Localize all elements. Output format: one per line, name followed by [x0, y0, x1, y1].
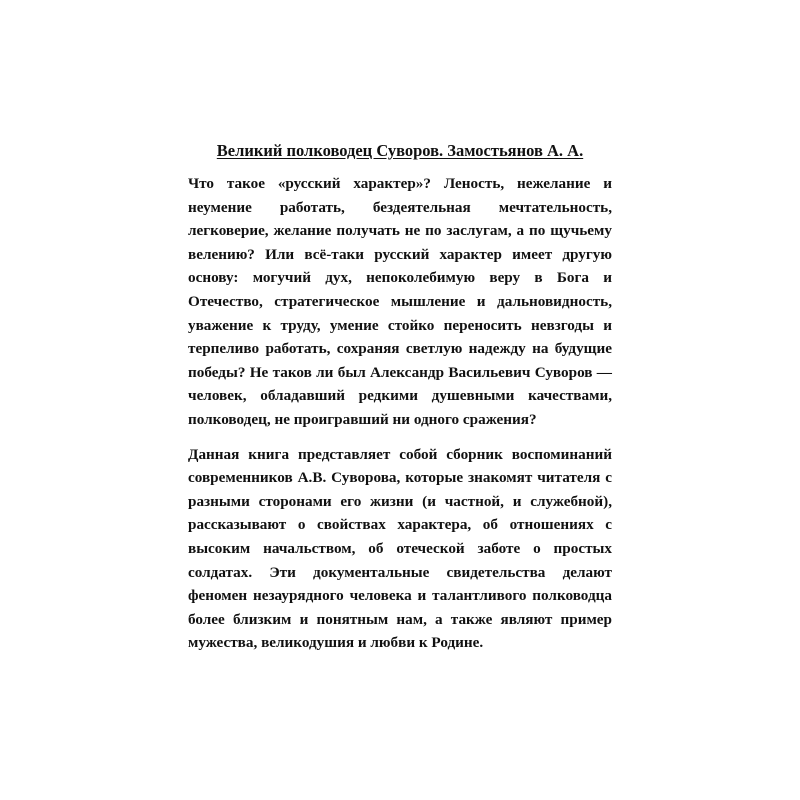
- paragraph-2: Данная книга представляет собой сборник воспоминаний современников А.В. Суворова, которые знакомят читателя с разными сторонами его жизни (и частной, и служебной), рассказывают о свойствах характера, об отношениях с высоким начальством, об отеческой заботе о простых солдатах. Эти документальные свидетельства делают феномен незаурядного человека и талантливого полководца более близким и понятным нам, а также являют пример мужества, великодушия и любви к Родине.: [188, 445, 612, 652]
- document-content: [188, 140, 612, 666]
- document-title: Великий полководец Суворов. Замостьянов А. А.: [216, 141, 584, 160]
- paragraph-1: Что такое «русский характер»? Леность, нежелание и неумение работать, бездеятельная мечтательность, легковерие, желание получать не по заслугам, а по щучьему велению? Или всё-таки русский характер имеет другую основу: могучий дух, непоколебимую веру в Бога и Отечество, стратегическое мышление и дальновидность, уважение к труду, умение стойко переносить невзгоды и терпеливо работать, сохраняя светлую надежду на будущие победы? Не таков ли был Александр Васильевич Суворов — человек, обладавший редкими душевными качествами, полководец, не проигравший ни одного сражения?: [188, 175, 612, 428]
